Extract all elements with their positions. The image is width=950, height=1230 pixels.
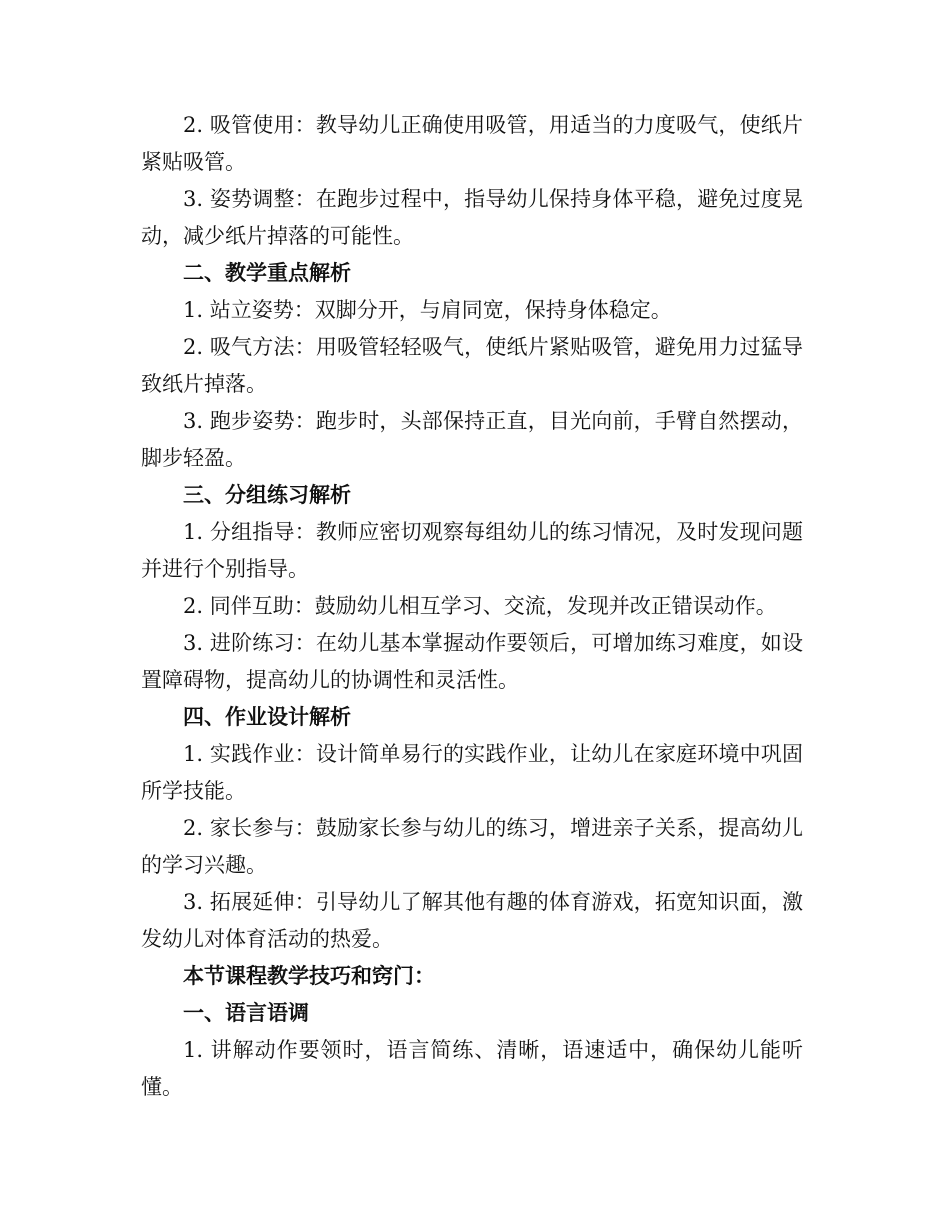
paragraph-standing-posture: 1. 站立姿势：双脚分开，与肩同宽，保持身体稳定。	[183, 298, 672, 322]
section-heading-teaching-focus: 二、教学重点解析	[183, 261, 351, 285]
section-heading-group-practice: 三、分组练习解析	[183, 483, 351, 507]
document-page	[141, 107, 803, 1106]
section-heading-teaching-tips: 本节课程教学技巧和窍门：	[183, 964, 435, 988]
paragraph-posture-adjustment: 3. 姿势调整：在跑步过程中，指导幼儿保持身体平稳，避免过度晃动，减少纸片掉落的可能性。	[141, 187, 803, 248]
paragraph-parent-participation: 2. 家长参与：鼓励家长参与幼儿的练习，增进亲子关系，提高幼儿的学习兴趣。	[141, 816, 803, 877]
paragraph-straw-usage: 2. 吸管使用：教导幼儿正确使用吸管，用适当的力度吸气，使纸片紧贴吸管。	[141, 113, 803, 174]
paragraph-group-guidance: 1. 分组指导：教师应密切观察每组幼儿的练习情况，及时发现问题并进行个别指导。	[141, 520, 803, 581]
paragraph-extension: 3. 拓展延伸：引导幼儿了解其他有趣的体育游戏，拓宽知识面，激发幼儿对体育活动的热爱。	[141, 890, 803, 951]
paragraph-peer-help: 2. 同伴互助：鼓励幼儿相互学习、交流，发现并改正错误动作。	[183, 594, 777, 618]
paragraph-inhale-method: 2. 吸气方法：用吸管轻轻吸气，使纸片紧贴吸管，避免用力过猛导致纸片掉落。	[141, 335, 803, 396]
section-heading-language-tone: 一、语言语调	[183, 1001, 309, 1025]
paragraph-practice-homework: 1. 实践作业：设计简单易行的实践作业，让幼儿在家庭环境中巩固所学技能。	[141, 742, 803, 803]
paragraph-advanced-practice: 3. 进阶练习：在幼儿基本掌握动作要领后，可增加练习难度，如设置障碍物，提高幼儿的协调性和灵活性。	[141, 631, 803, 692]
paragraph-explain-essentials: 1. 讲解动作要领时，语言简练、清晰，语速适中，确保幼儿能听懂。	[141, 1038, 803, 1099]
section-heading-homework-design: 四、作业设计解析	[183, 705, 351, 729]
paragraph-running-posture: 3. 跑步姿势：跑步时，头部保持正直，目光向前，手臂自然摆动，脚步轻盈。	[141, 409, 803, 470]
